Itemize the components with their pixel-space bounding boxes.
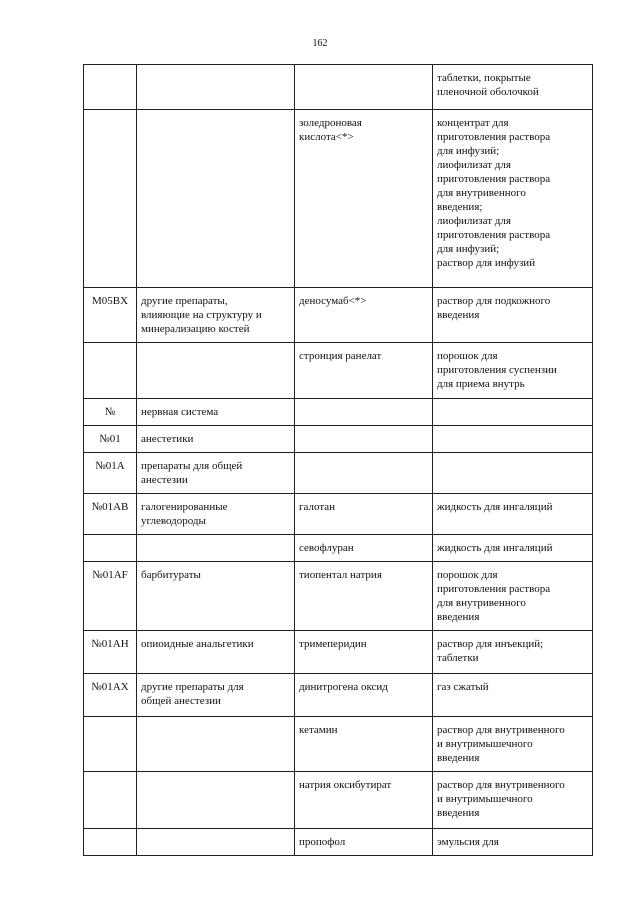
table-row (84, 674, 593, 717)
dosage-form-cell: раствор для подкожного введения (433, 288, 593, 343)
medicinal-product-cell: натрия оксибутират (295, 772, 433, 829)
dosage-form-cell: раствор для внутривенного и внутримышечного введения (433, 772, 593, 829)
medicinal-product-cell: тримеперидин (295, 631, 433, 674)
medicinal-product-cell (295, 426, 433, 453)
anatomic-therapeutic-group-cell: нервная система (137, 399, 295, 426)
table-row (84, 399, 593, 426)
dosage-form-cell: жидкость для ингаляций (433, 535, 593, 562)
medicinal-product-cell (295, 65, 433, 110)
anatomic-therapeutic-group-cell: барбитураты (137, 562, 295, 631)
medicinal-product-cell: золедроновая кислота<*> (295, 110, 433, 288)
dosage-form-cell: концентрат для приготовления раствора для инфузий; лиофилизат для приготовления раствора для внутривенного введения; лиофилизат для приготовления раствора для инфузий; раствор для инфузий (433, 110, 593, 288)
medicinal-product-cell (295, 399, 433, 426)
anatomic-therapeutic-group-cell: анестетики (137, 426, 295, 453)
medicinal-product-cell: деносумаб<*> (295, 288, 433, 343)
atc-code-cell (84, 65, 137, 110)
medicinal-product-cell: динитрогена оксид (295, 674, 433, 717)
dosage-form-cell: жидкость для ингаляций (433, 494, 593, 535)
atc-code-cell: M05BX (84, 288, 137, 343)
dosage-form-cell: раствор для внутривенного и внутримышечного введения (433, 717, 593, 772)
table-row (84, 110, 593, 288)
anatomic-therapeutic-group-cell: другие препараты, влияющие на структуру и минерализацию костей (137, 288, 295, 343)
dosage-form-cell (433, 399, 593, 426)
atc-code-cell: №01AH (84, 631, 137, 674)
atc-code-cell (84, 343, 137, 399)
medicinal-product-cell: кетамин (295, 717, 433, 772)
atc-code-cell: № (84, 399, 137, 426)
table-row (84, 494, 593, 535)
atc-code-cell: №01 (84, 426, 137, 453)
table-row (84, 631, 593, 674)
atc-code-cell: №01AB (84, 494, 137, 535)
table-row (84, 717, 593, 772)
dosage-form-cell: эмульсия для (433, 829, 593, 856)
table-row (84, 772, 593, 829)
page-number: 162 (312, 38, 328, 49)
dosage-form-cell (433, 453, 593, 494)
anatomic-therapeutic-group-cell: галогенированные углеводороды (137, 494, 295, 535)
anatomic-therapeutic-group-cell (137, 829, 295, 856)
table-row (84, 343, 593, 399)
medicinal-product-cell: севофлуран (295, 535, 433, 562)
medication-table (83, 64, 593, 856)
medicinal-product-cell: галотан (295, 494, 433, 535)
atc-code-cell (84, 772, 137, 829)
atc-code-cell: №01A (84, 453, 137, 494)
atc-code-cell (84, 717, 137, 772)
atc-code-cell (84, 535, 137, 562)
dosage-form-cell: таблетки, покрытые пленочной оболочкой (433, 65, 593, 110)
anatomic-therapeutic-group-cell (137, 110, 295, 288)
medicinal-product-cell: тиопентал натрия (295, 562, 433, 631)
medicinal-product-cell: пропофол (295, 829, 433, 856)
table-row (84, 562, 593, 631)
table-row (84, 535, 593, 562)
anatomic-therapeutic-group-cell (137, 717, 295, 772)
table-row (84, 65, 593, 110)
table-row (84, 829, 593, 856)
anatomic-therapeutic-group-cell (137, 772, 295, 829)
dosage-form-cell: порошок для приготовления раствора для внутривенного введения (433, 562, 593, 631)
atc-code-cell: №01AF (84, 562, 137, 631)
table-row (84, 426, 593, 453)
table-row (84, 288, 593, 343)
dosage-form-cell: раствор для инъекций; таблетки (433, 631, 593, 674)
dosage-form-cell: порошок для приготовления суспензии для приема внутрь (433, 343, 593, 399)
dosage-form-cell (433, 426, 593, 453)
atc-code-cell: №01AX (84, 674, 137, 717)
anatomic-therapeutic-group-cell: препараты для общей анестезии (137, 453, 295, 494)
anatomic-therapeutic-group-cell (137, 343, 295, 399)
anatomic-therapeutic-group-cell: опиоидные анальгетики (137, 631, 295, 674)
medicinal-product-cell (295, 453, 433, 494)
atc-code-cell (84, 110, 137, 288)
medicinal-product-cell: стронция ранелат (295, 343, 433, 399)
anatomic-therapeutic-group-cell (137, 65, 295, 110)
anatomic-therapeutic-group-cell: другие препараты для общей анестезии (137, 674, 295, 717)
table-row (84, 453, 593, 494)
atc-code-cell (84, 829, 137, 856)
anatomic-therapeutic-group-cell (137, 535, 295, 562)
dosage-form-cell: газ сжатый (433, 674, 593, 717)
